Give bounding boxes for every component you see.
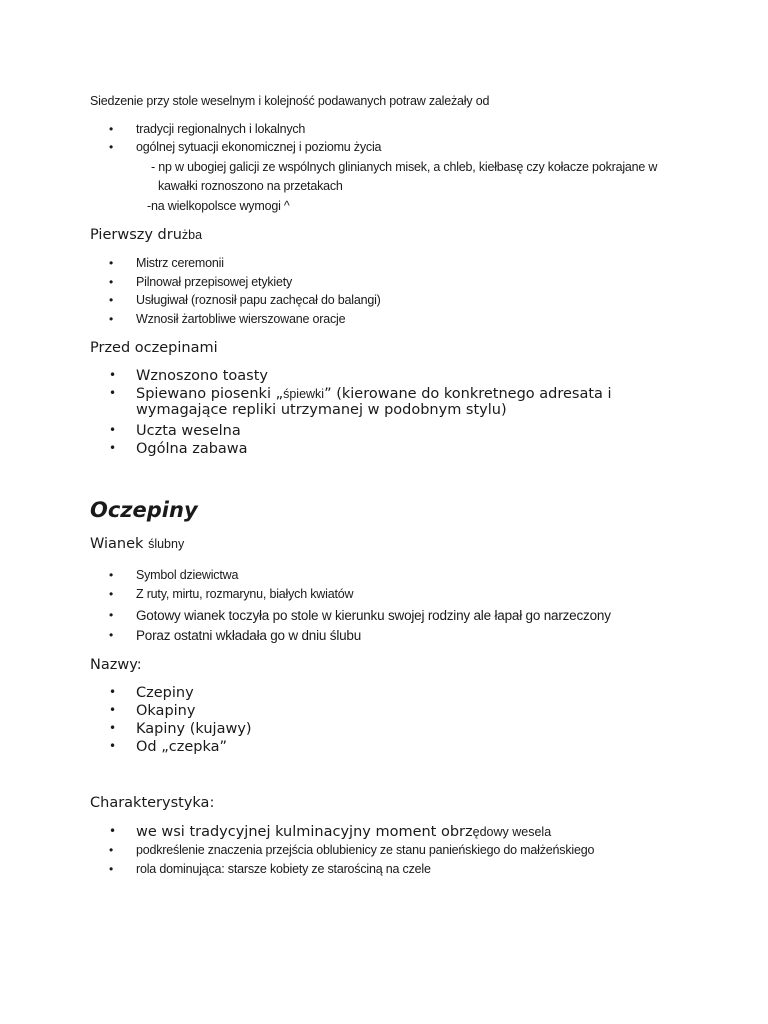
- wianek-list: [109, 568, 611, 648]
- intro-sub-note-line1: - np w ubogiej galicji ze wspólnych glinianych misek, a chleb, kiełbasę czy kołacze pokrajane w: [151, 160, 658, 174]
- bullet-icon: •: [109, 256, 114, 270]
- list-item: • Okapiny: [109, 703, 196, 719]
- list-item: • Pilnował przepisowej etykiety: [109, 275, 293, 289]
- przed-list: [109, 368, 612, 459]
- bullet-icon: •: [109, 628, 114, 642]
- intro-paragraph: Siedzenie przy stole weselnym i kolejność podawanych potraw zależały od: [90, 94, 490, 108]
- list-item: • Gotowy wianek toczyła po stole w kierunku swojej rodziny ale łapał go narzeczony: [109, 608, 611, 623]
- bullet-icon: •: [109, 423, 117, 437]
- intro-list: [109, 122, 381, 158]
- list-item: • Od „czepka”: [109, 739, 227, 755]
- bullet-icon: •: [109, 703, 117, 717]
- bullet-icon: •: [109, 140, 114, 154]
- wianek-heading: Wianek ślubny: [90, 536, 185, 552]
- druzba-list: [109, 256, 381, 330]
- charakterystyka-list: [109, 824, 594, 881]
- bullet-icon: •: [109, 685, 117, 699]
- list-item: • Uczta weselna: [109, 423, 241, 439]
- bullet-icon: •: [109, 368, 117, 382]
- list-item: • tradycji regionalnych i lokalnych: [109, 122, 306, 136]
- bullet-icon: •: [109, 568, 114, 582]
- list-item: • Mistrz ceremonii: [109, 256, 224, 270]
- list-item: • ogólnej sytuacji ekonomicznej i poziomu życia: [109, 140, 382, 154]
- bullet-icon: •: [109, 608, 114, 622]
- intro-sub-note-2: -na wielkopolsce wymogi ^: [147, 199, 290, 213]
- bullet-icon: •: [109, 275, 114, 289]
- bullet-icon: •: [109, 824, 117, 838]
- section-title-oczepiny: Oczepiny: [90, 498, 198, 522]
- list-item: • Wznosił żartobliwe wierszowane oracje: [109, 312, 346, 326]
- przed-heading: Przed oczepinami: [90, 340, 218, 356]
- bullet-icon: •: [109, 721, 117, 735]
- intro-sub-note-line2: kawałki roznoszono na przetakach: [158, 179, 343, 193]
- bullet-icon: •: [109, 293, 114, 307]
- list-item: • Poraz ostatni wkładała go w dniu ślubu: [109, 628, 362, 643]
- list-item: • Spiewano piosenki „śpiewki” (kierowane do konkretnego adresata i wymagające repliki utrzymanej w podobnym stylu): [109, 386, 612, 418]
- list-item: • Z ruty, mirtu, rozmarynu, białych kwiatów: [109, 587, 354, 601]
- list-item: • Symbol dziewictwa: [109, 568, 239, 582]
- list-item: • Wznoszono toasty: [109, 368, 268, 384]
- bullet-icon: •: [109, 122, 114, 136]
- list-item: • Usługiwał (roznosił papu zachęcał do balangi): [109, 293, 381, 307]
- list-item: • we wsi tradycyjnej kulminacyjny moment obrzędowy wesela: [109, 824, 552, 840]
- bullet-icon: •: [109, 739, 117, 753]
- bullet-icon: •: [109, 587, 114, 601]
- bullet-icon: •: [109, 843, 114, 857]
- bullet-icon: •: [109, 312, 114, 326]
- list-item: • Ogólna zabawa: [109, 441, 248, 457]
- list-item: • podkreślenie znaczenia przejścia oblubienicy ze stanu panieńskiego do małżeńskiego: [109, 843, 595, 857]
- nazwy-heading: Nazwy:: [90, 657, 142, 673]
- list-item: • Kapiny (kujawy): [109, 721, 252, 737]
- bullet-icon: •: [109, 862, 114, 876]
- bullet-icon: •: [109, 386, 117, 400]
- charakterystyka-heading: Charakterystyka:: [90, 795, 215, 811]
- druzba-heading: Pierwszy drużba: [90, 227, 203, 243]
- list-item: • Czepiny: [109, 685, 194, 701]
- list-item: • rola dominująca: starsze kobiety ze starościną na czele: [109, 862, 431, 876]
- nazwy-list: [109, 685, 252, 757]
- bullet-icon: •: [109, 441, 117, 455]
